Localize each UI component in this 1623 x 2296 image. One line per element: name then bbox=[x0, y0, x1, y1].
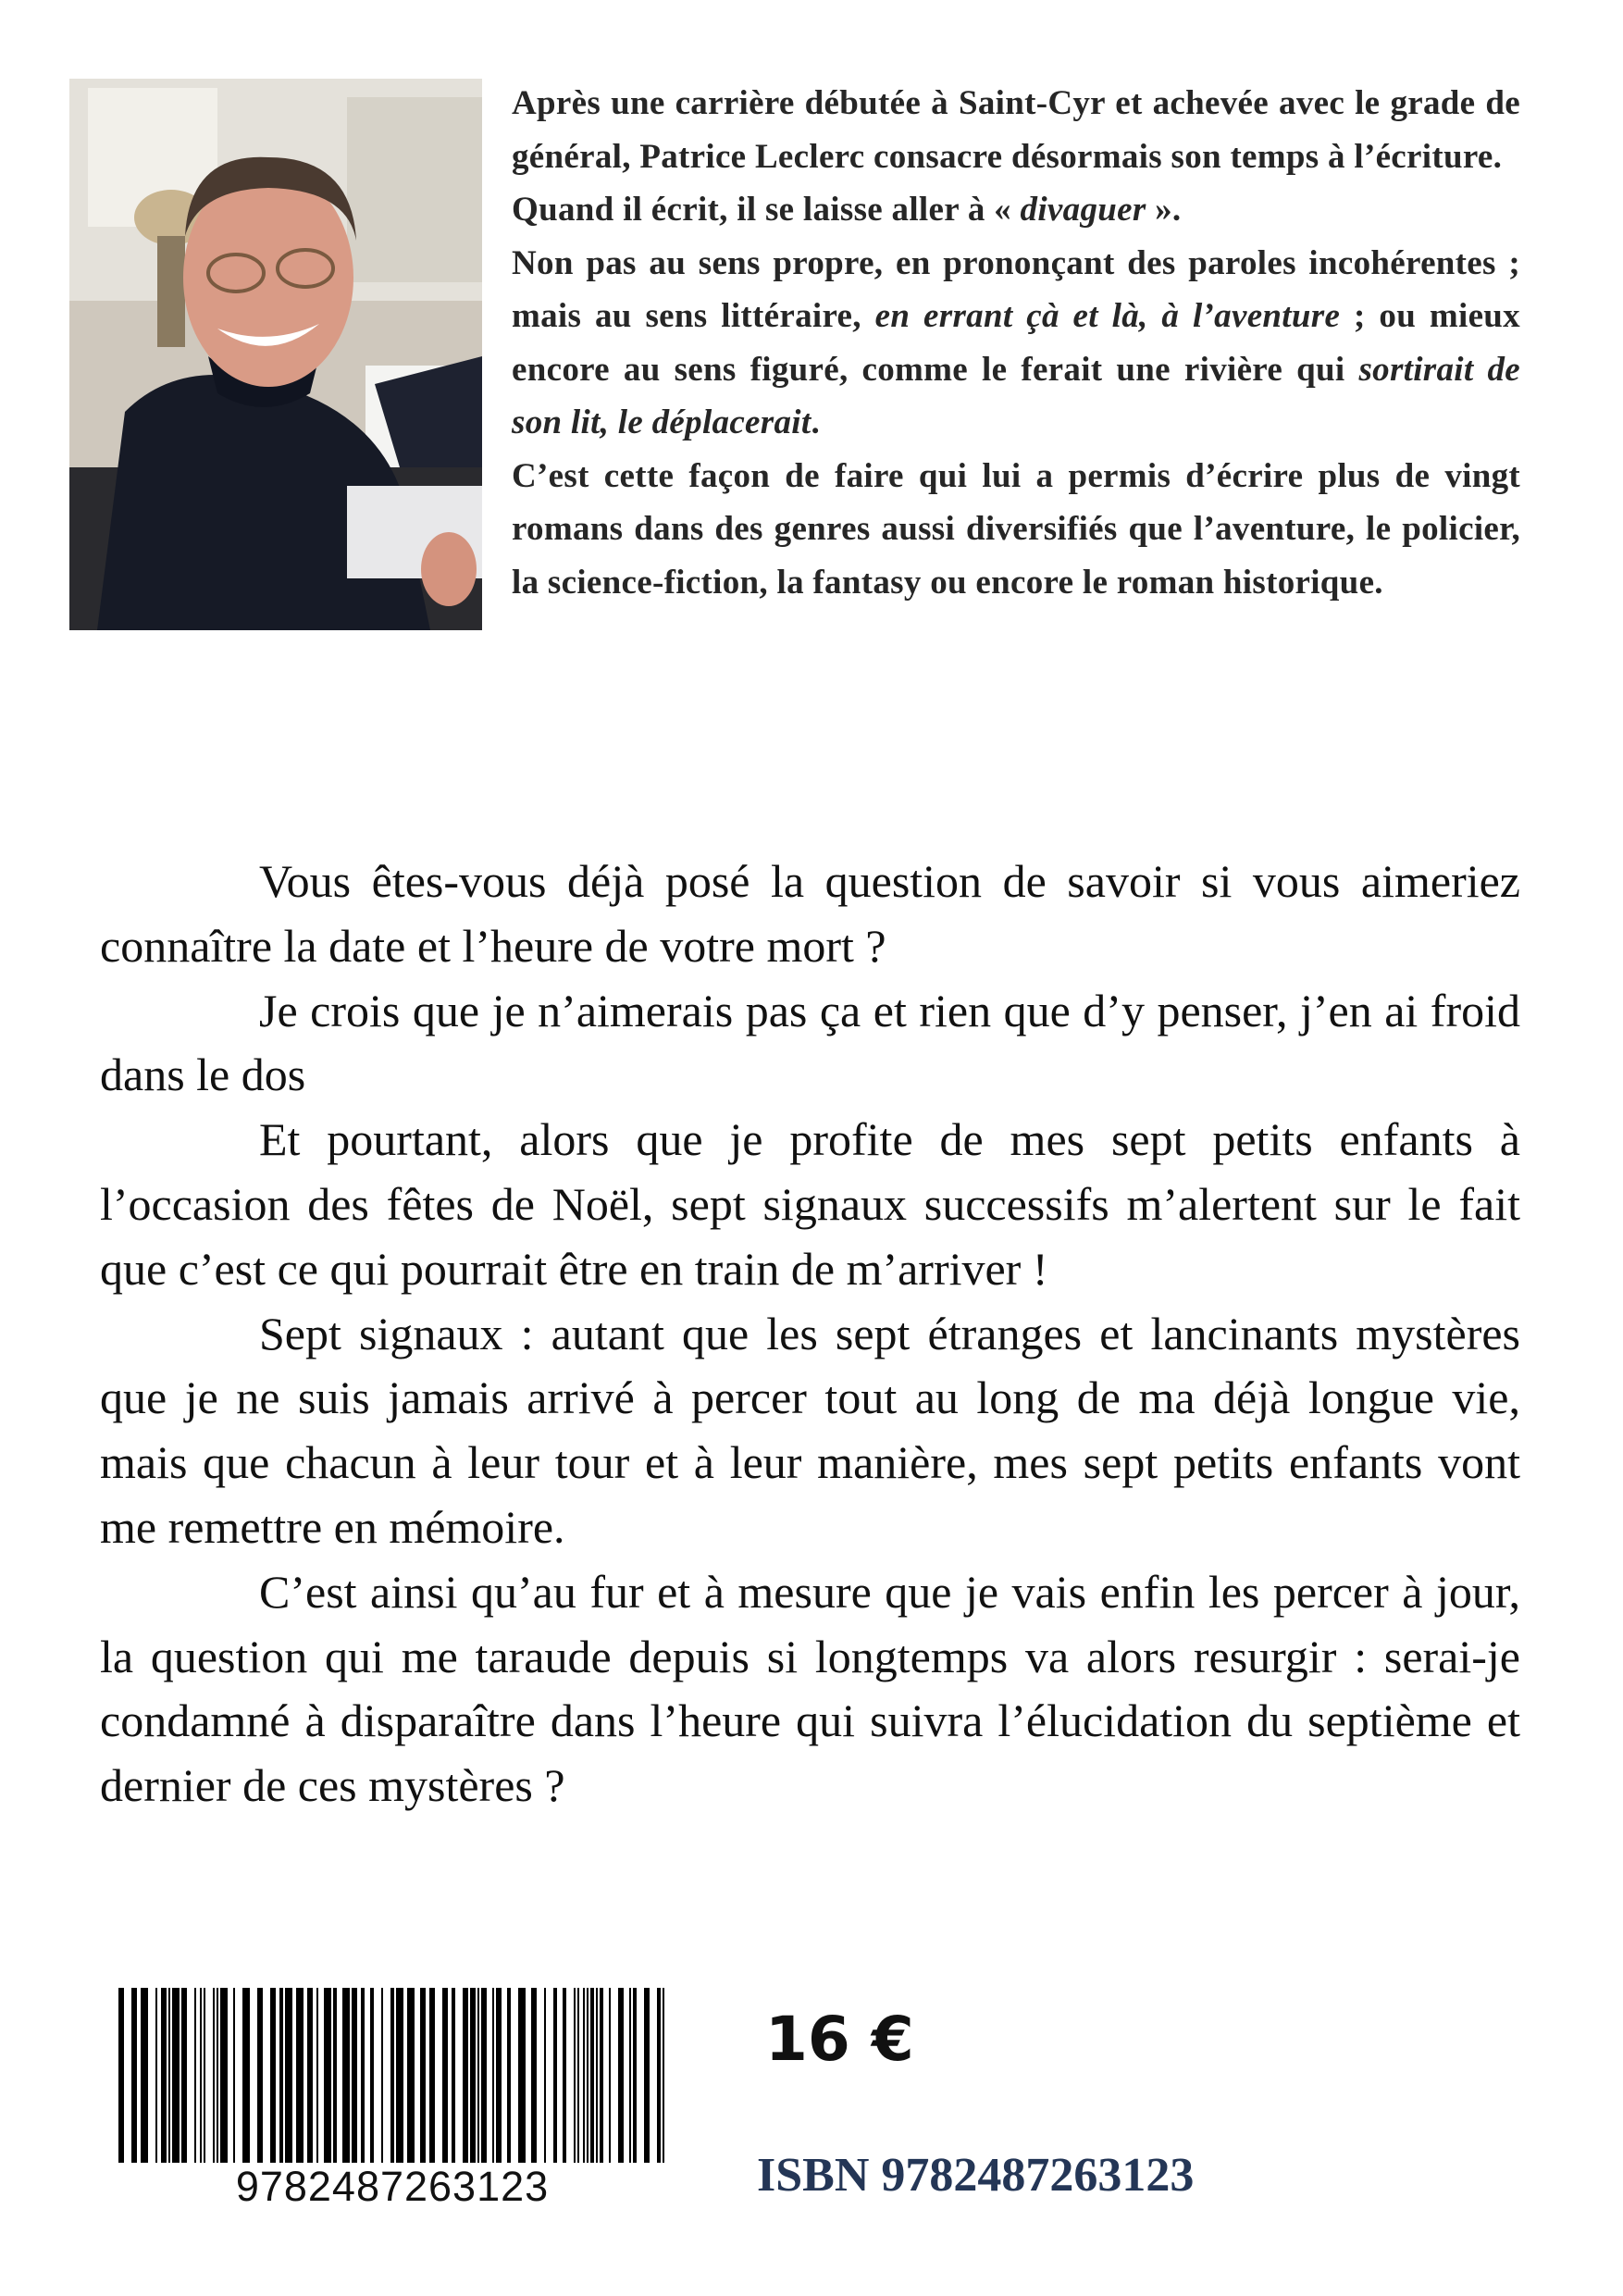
barcode-bar bbox=[342, 1988, 350, 2173]
barcode-bar bbox=[194, 1988, 196, 2173]
barcode-bar bbox=[390, 1988, 394, 2173]
barcode-bar bbox=[633, 1988, 637, 2173]
barcode-bar bbox=[242, 1988, 250, 2173]
barcode-bar bbox=[233, 1988, 235, 2173]
barcode-bar bbox=[155, 1988, 157, 2173]
barcode-bar bbox=[118, 1988, 124, 2173]
barcode-bar bbox=[168, 1988, 170, 2173]
author-bio bbox=[512, 77, 1520, 609]
barcode-bar bbox=[361, 1988, 365, 2173]
bio-paragraph-1: Après une carrière débutée à Saint-Cyr et achevée avec le grade de général, Patrice Leclerc consacre désormais son temps à l’écriture. bbox=[512, 84, 1520, 176]
barcode-bar bbox=[590, 1988, 594, 2173]
barcode-bar bbox=[420, 1988, 426, 2173]
barcode-bar bbox=[141, 1988, 148, 2173]
bio-paragraph-4: C’est cette façon de faire qui lui a permis d’écrire plus de vingt romans dans des genres aussi diversifiés que l’aventure, le policier, la science-fiction, la fantasy ou encore le roman historique. bbox=[512, 456, 1520, 602]
barcode-bar bbox=[531, 1988, 537, 2173]
blurb-paragraph-5: C’est ainsi qu’au fur et à mesure que je vais enfin les percer à jour, la question qui me taraude depuis si longtemps va alors resurgir : serai-je condamné à disparaître dans l’heure qui suivra l’élucidation du septième et dernier de ces mystères ? bbox=[100, 1565, 1520, 1812]
barcode-bar bbox=[496, 1988, 502, 2173]
barcode-bar bbox=[657, 1988, 661, 2173]
barcode-bar bbox=[663, 1988, 664, 2173]
barcode-bar bbox=[204, 1988, 205, 2173]
barcode-bar bbox=[609, 1988, 611, 2173]
barcode-bar bbox=[577, 1988, 579, 2173]
barcode-bar bbox=[492, 1988, 494, 2173]
barcode-bar bbox=[477, 1988, 479, 2173]
barcode-digits: 9782487263123 bbox=[118, 2163, 666, 2211]
barcode-bar bbox=[381, 1988, 383, 2173]
barcode-bar bbox=[279, 1988, 283, 2173]
barcode-bar bbox=[370, 1988, 374, 2173]
barcode-bar bbox=[587, 1988, 588, 2173]
barcode-bar bbox=[452, 1988, 455, 2173]
blurb-paragraph-1: Vous êtes-vous déjà posé la question de savoir si vous aimeriez connaître la date et l’heure de votre mort ? bbox=[100, 855, 1520, 972]
barcode-bar bbox=[574, 1988, 576, 2173]
book-blurb bbox=[100, 850, 1520, 1818]
barcode-bar bbox=[200, 1988, 202, 2173]
barcode-bar bbox=[213, 1988, 215, 2173]
barcode-bar bbox=[131, 1988, 137, 2173]
barcode-bar bbox=[429, 1988, 435, 2173]
barcode-bar bbox=[518, 1988, 526, 2173]
bio-paragraph-3: Non pas au sens propre, en prononçant des paroles incohérentes ; mais au sens littéraire, en errant çà et là, à l’aventure ; ou mieux encore au sens figuré, comme le ferait une rivière qui sortirait de son lit, le déplacerait. bbox=[512, 243, 1521, 441]
barcode-bar bbox=[257, 1988, 263, 2173]
barcode-bar bbox=[442, 1988, 448, 2173]
barcode-bar bbox=[220, 1988, 228, 2173]
barcode-bar bbox=[285, 1988, 292, 2173]
barcode-bar bbox=[270, 1988, 276, 2173]
barcode-bar bbox=[181, 1988, 187, 2173]
price: 16 € bbox=[765, 2004, 914, 2075]
isbn-label: ISBN 9782487263123 bbox=[757, 2149, 1195, 2202]
barcode-bar bbox=[618, 1988, 624, 2173]
barcode-bar bbox=[324, 1988, 331, 2173]
barcode-bar bbox=[296, 1988, 304, 2173]
barcode-bar bbox=[316, 1988, 318, 2173]
barcode-bar bbox=[307, 1988, 313, 2173]
barcode-bar bbox=[629, 1988, 631, 2173]
barcode-bar bbox=[544, 1988, 546, 2173]
barcode-bar bbox=[583, 1988, 585, 2173]
barcode-bar bbox=[352, 1988, 357, 2173]
barcode-bar bbox=[596, 1988, 598, 2173]
barcode-bar bbox=[563, 1988, 566, 2173]
barcode-bar bbox=[172, 1988, 180, 2173]
barcode-bar bbox=[396, 1988, 403, 2173]
barcode-bar bbox=[407, 1988, 415, 2173]
blurb-paragraph-2: Je crois que je n’aimerais pas ça et rien que d’y penser, j’en ai froid dans le dos bbox=[100, 984, 1520, 1101]
barcode-bar bbox=[553, 1988, 557, 2173]
barcode-bar bbox=[333, 1988, 337, 2173]
barcode-bar bbox=[217, 1988, 218, 2173]
blurb-paragraph-3: Et pourtant, alors que je profite de mes sept petits enfants à l’occasion des fêtes de Noël, sept signaux successifs m’alertent sur le fait que c’est ce qui pourrait être en train de m’arriver ! bbox=[100, 1113, 1520, 1295]
barcode bbox=[118, 1988, 666, 2173]
bio-paragraph-2: Quand il écrit, il se laisse aller à « divaguer ». bbox=[512, 191, 1182, 229]
barcode-bar bbox=[161, 1988, 167, 2173]
barcode-bar bbox=[600, 1988, 603, 2173]
barcode-bar bbox=[507, 1988, 511, 2173]
author-photo bbox=[69, 79, 482, 630]
barcode-bar bbox=[644, 1988, 650, 2173]
barcode-bar bbox=[463, 1988, 468, 2173]
barcode-bar bbox=[481, 1988, 487, 2173]
barcode-bar bbox=[470, 1988, 476, 2173]
blurb-paragraph-4: Sept signaux : autant que les sept étranges et lancinants mystères que je ne suis jamais arrivé à percer tout au long de ma déjà longue vie, mais que chacun à leur tour et à leur manière, mes sept petits enfants vont me remettre en mémoire. bbox=[100, 1307, 1520, 1553]
